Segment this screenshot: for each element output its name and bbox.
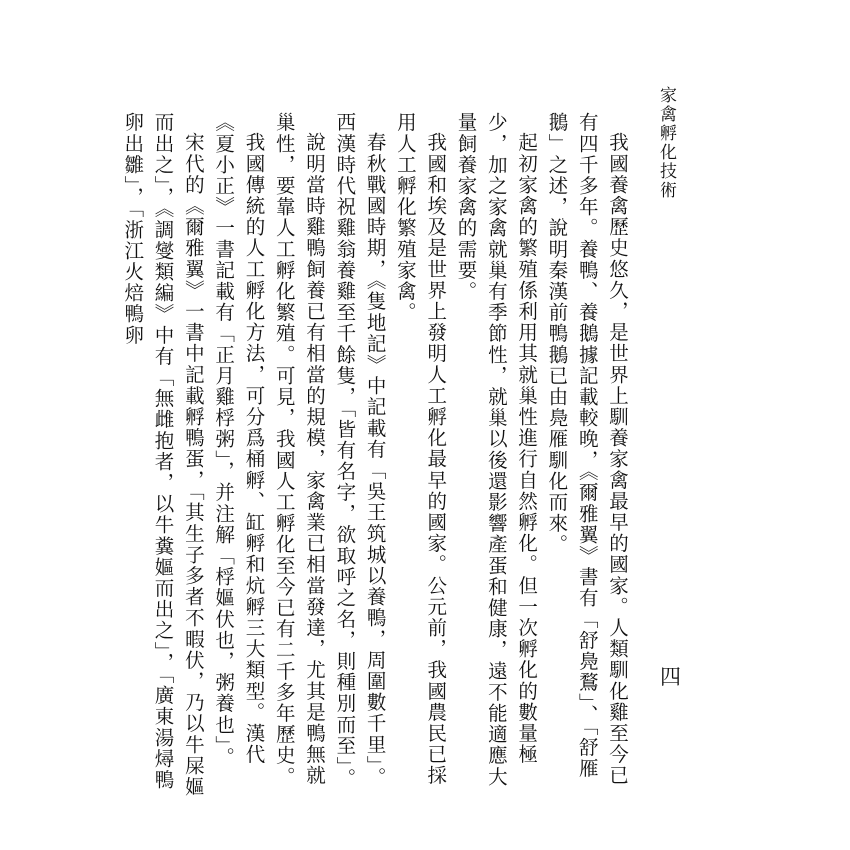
paragraph: 說明當時雞鴨飼養已有相當的規模，家禽業已相當發達，尤其是鴨無就巢性，要靠人工孵化繁殖。可見，我國人工孵化至今已有二千多年歷史。 [272, 112, 327, 788]
paragraph: 我國養禽歷史悠久，是世界上馴養家禽最早的國家。人類馴化雞至今已有四千多年。養鴨、養鵝據記載較晚，《爾雅翼》書有「舒鳧鶩」、「舒雁鵝」之述，說明秦漢前鴨鵝已由鳧雁馴化而來。 [545, 112, 629, 786]
paragraph: 我國傳統的人工孵化方法，可分爲桶孵、缸孵和炕孵三大類型。漢代《夏小正》一書記載有「正月雞桴粥」，并注解「桴嫗伏也，粥養也」。 [212, 112, 266, 768]
paragraph: 宋代的《爾雅翼》一書中記載孵鴨蛋，「其生子多者不暇伏，乃以牛屎嫗而出之」，《調燮類編》中有「無雌抱者，以牛糞嫗而出之」，「廣東湯燖鴨卵出雛」，「浙江火焙鴨卵 [121, 112, 205, 797]
paragraph: 我國和埃及是世界上發明人工孵化最早的國家。公元前，我國農民已採用人工孵化繁殖家禽。 [393, 112, 448, 786]
running-title: 家禽孵化技術 [656, 86, 676, 200]
body-text [121, 112, 632, 802]
paragraph: 春秋戰國時期，《隻地記》中記載有「吳王筑城以養鴨，周圍數千里」。西漢時代祝雞翁養雞至千餘隻，「皆有名字，欲取呼之名，則種別而至」。 [333, 112, 387, 789]
page-number: 四 [660, 665, 681, 689]
paragraph: 起初家禽的繁殖係利用其就巢性進行自然孵化。但一次孵化的數量極少，加之家禽就巢有季節性，就巢以後還影響產蛋和健康，遠不能適應大量飼養家禽的需要。 [454, 112, 539, 788]
